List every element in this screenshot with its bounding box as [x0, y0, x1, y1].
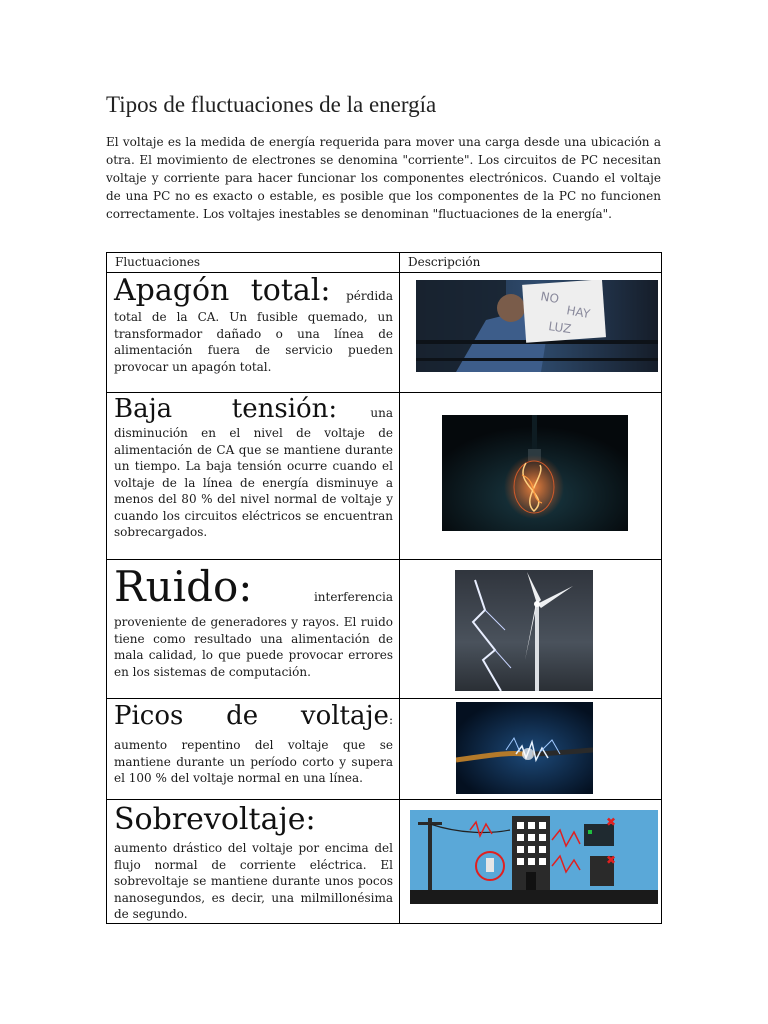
desc-ruido: interferencia proveniente de generadores y rayos. El ruido tiene como resultado una alimentación de mala calidad, lo que puede provocar errores en los sistemas de computación.: [114, 590, 393, 679]
table-row: [107, 800, 662, 924]
fluctuations-table: [106, 252, 662, 924]
sign-word-luz: LUZ: [547, 319, 573, 337]
row-picos-text-cell: [107, 699, 400, 800]
sign-word-no: NO: [539, 289, 561, 307]
table-row: [107, 560, 662, 699]
row-sobrevoltaje-text-cell: [107, 800, 400, 924]
table-row: [107, 393, 662, 560]
table-row: [107, 699, 662, 800]
term-picos-part-2: de: [226, 701, 259, 731]
term-apagon-total: Apagón total:: [114, 273, 331, 308]
desc-sobrevoltaje: aumento drástico del voltaje por encima del flujo normal de corriente eléctrica. El sobrevoltaje se mantiene durante unos pocos nanosegundos, es decir, una milmillonésima de segundo.: [114, 841, 393, 921]
term-sobrevoltaje: Sobrevoltaje:: [114, 802, 316, 837]
row-baja-tension-text-cell: [107, 393, 400, 560]
header-fluctuaciones: Fluctuaciones: [107, 253, 400, 273]
term-picos-part-3: voltaje:: [300, 701, 393, 731]
power-surge-cable-photo: [456, 702, 593, 794]
desc-apagon-total: pérdida total de la CA. Un fusible quemado, un transformador dañado o una línea de alimentación fuera de servicio pueden provocar un apagón total.: [114, 289, 393, 374]
term-baja-tension: Baja tensión:: [114, 394, 338, 424]
term-ruido: Ruido:: [114, 562, 253, 611]
row-apagon-text-cell: [107, 273, 400, 393]
table-header-row: [107, 253, 662, 273]
x-mark-icon: ✖: [606, 815, 617, 829]
intro-paragraph: El voltaje es la medida de energía requerida para mover una carga desde una ubicación a otra. El movimiento de electrones se denomina "corriente". Los circuitos de PC necesitan voltaje y corriente para hacer funcionar los componentes electrónicos. Cuando el voltaje de una PC no es exacto o estable, es posible que los componentes de la PC no funcionen correctamente. Los voltajes inestables se denominan "fluctuaciones de la energía".: [106, 135, 661, 221]
table-row: [107, 273, 662, 393]
page-title: Tipos de fluctuaciones de la energía: [106, 92, 437, 117]
wind-turbine-lightning-photo: [455, 570, 593, 691]
row-baja-tension-image-cell: [400, 393, 662, 560]
overvoltage-illustration: [410, 810, 658, 904]
x-mark-icon: ✖: [606, 853, 617, 867]
desc-picos-de-voltaje: aumento repentino del voltaje que se mantiene durante un período corto y supera el 100 % del voltaje normal en una línea.: [114, 738, 393, 785]
row-apagon-image-cell: [400, 273, 662, 393]
term-picos-part-1: Picos: [114, 701, 184, 731]
row-ruido-image-cell: [400, 560, 662, 699]
desc-baja-tension: una disminución en el nivel de voltaje de alimentación de CA que se mantiene durante un tiempo. La baja tensión ocurre cuando el voltaje de la línea de energía disminuye a menos del 80 % del nivel normal de voltaje y cuando los circuitos eléctricos se encuentran sobrecargados.: [114, 406, 393, 539]
header-descripcion: Descripción: [400, 253, 662, 273]
row-sobrevoltaje-image-cell: [400, 800, 662, 924]
sign-word-hay: HAY: [565, 303, 592, 322]
light-bulb-photo: [442, 415, 628, 531]
term-picos-suffix: :: [388, 713, 393, 727]
no-power-photo: [416, 280, 658, 372]
row-picos-image-cell: [400, 699, 662, 800]
row-ruido-text-cell: [107, 560, 400, 699]
